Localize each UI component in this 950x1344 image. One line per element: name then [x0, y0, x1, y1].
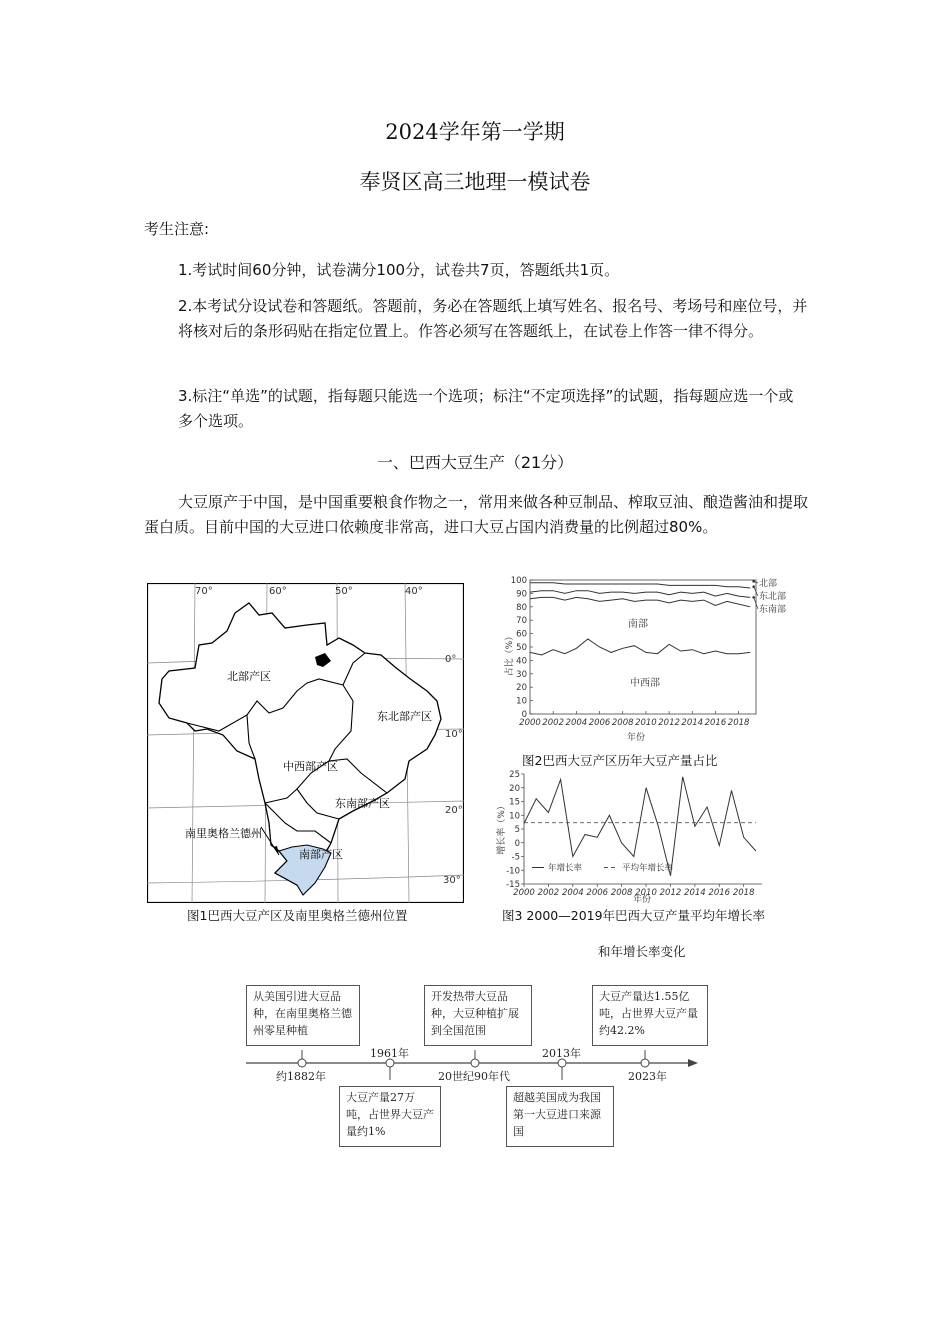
figure2-xtick-label-5: 2010 [635, 718, 657, 728]
figure3-xtick-label-4: 2008 [610, 888, 633, 898]
timeline-label-2023: 2023年 [628, 1070, 667, 1083]
figure3-ytick-label-0: -15 [506, 880, 520, 890]
figure2-xtick-label-9: 2018 [727, 718, 750, 728]
figure3-xlabel: 年份 [632, 895, 652, 904]
timeline-event-2013: 超越美国成为我国第一大豆进口来源国 [506, 1086, 614, 1147]
figure3-xtick-label-6: 2012 [659, 888, 682, 898]
figure3-caption-line2: 和年增长率变化 [598, 944, 686, 959]
figure3-ytick-label-3: 0 [514, 838, 520, 849]
figure2-ytick-label-7: 70 [516, 616, 527, 627]
figure2-ytick-label-8: 80 [516, 602, 527, 613]
figure2-legend-dot-1 [752, 585, 755, 588]
notice-item-1: 1.考试时间60分钟，试卷满分100分，试卷共7页，答题纸共1页。 [178, 261, 620, 279]
lon-label-40: 40° [405, 586, 423, 597]
lat-label-20: 20° [445, 805, 463, 816]
figure2-xtick-label-0: 2000 [519, 718, 541, 728]
figure2-label-south: 南部 [628, 619, 648, 630]
timeline-label-1961: 1961年 [370, 1047, 409, 1060]
figure2-chart [496, 572, 796, 744]
timeline-label-2013: 2013年 [542, 1047, 581, 1060]
figure2-ytick-label-2: 20 [516, 683, 527, 694]
figure1-map [147, 583, 464, 903]
lon-label-60: 60° [269, 586, 287, 597]
figure2-label-centerwest: 中西部 [630, 678, 660, 689]
figure2-xtick-label-1: 2002 [542, 718, 564, 728]
region-southeast: 东南部产区 [335, 797, 390, 810]
notice-item-2: 2.本考试分设试卷和答题纸。答题前，务必在答题纸上填写姓名、报名号、考场号和座位号，并将核对后的条形码贴在指定位置上。作答必须写在答题纸上，在试卷上作答一律不得分。 [178, 297, 808, 340]
timeline-node-1990s [471, 1059, 479, 1067]
figure2-xlabel: 年份 [626, 733, 646, 743]
lon-label-50: 50° [335, 586, 353, 597]
timeline-label-1882: 约1882年 [276, 1070, 326, 1083]
figure1-caption: 图1巴西大豆产区及南里奥格兰德州位置 [187, 908, 408, 923]
figure2-xtick-label-3: 2006 [588, 718, 611, 728]
region-centerwest: 中西部产区 [283, 760, 338, 773]
figure3-xtick-label-1: 2002 [537, 888, 560, 898]
figure3-xtick-label-3: 2006 [586, 888, 609, 898]
figure2-legend-dot-2 [752, 596, 755, 599]
timeline-node-2023 [641, 1059, 649, 1067]
region-northeast: 东北部产区 [377, 710, 432, 723]
notice-item-3: 3.标注“单选”的试题，指每题只能选一个选项；标注“不定项选择”的试题，指每题应选一个或多个选项。 [178, 387, 794, 430]
timeline-event-1990s: 开发热带大豆品种，大豆种植扩展到全国范围 [424, 985, 532, 1046]
lon-label-70: 70° [195, 586, 213, 597]
figure2-ytick-label-5: 50 [516, 643, 527, 653]
figure3-ytick-label-1: -10 [506, 866, 520, 877]
section-intro: 大豆原产于中国，是中国重要粮食作物之一，常用来做各种豆制品、榨取豆油、酿造酱油和提取蛋白质。目前中国的大豆进口依赖度非常高，进口大豆占国内消费量的比例超过80%。 [144, 493, 809, 536]
figure2-xtick-label-6: 2012 [658, 718, 680, 728]
timeline-event-2023: 大豆产量达1.55亿吨，占世界大豆产量约42.2% [592, 985, 708, 1046]
figure3-ytick-label-8: 25 [509, 770, 520, 780]
figure3-xtick-label-5: 2010 [635, 888, 657, 898]
figure3-legend-label-annual: 年增长率 [548, 863, 583, 874]
figure3-xtick-label-8: 2016 [708, 888, 731, 898]
figure2-ytick-label-0: 0 [521, 710, 527, 720]
figure2-ytick-label-4: 40 [516, 656, 527, 667]
lat-label-10: 10° [445, 729, 463, 740]
figure3-xtick-label-0: 2000 [513, 888, 535, 898]
timeline-event-1961: 大豆产量27万吨，占世界大豆产量约1% [339, 1086, 441, 1147]
figure3-ylabel: 增长率（%） [497, 801, 507, 855]
section-title: 一、巴西大豆生产（21分） [376, 453, 574, 472]
figure2-ytick-label-9: 90 [516, 589, 527, 600]
notice-heading: 考生注意: [144, 220, 210, 238]
region-south: 南部产区 [299, 848, 343, 861]
figure2-legend-label-2: 东南部 [759, 605, 787, 615]
figure3-ytick-label-7: 20 [509, 783, 520, 794]
figure2-xtick-label-7: 2014 [681, 718, 704, 728]
figure3-xtick-label-7: 2014 [684, 888, 706, 898]
figure2-xtick-label-8: 2016 [704, 718, 727, 728]
figure2-legend-label-1: 东北部 [759, 592, 787, 602]
state-label: 南里奥格兰德州 [185, 827, 262, 840]
figure3-legend-label-average: 平均年增长率 [622, 863, 674, 874]
figure2-legend-dot-0 [752, 580, 755, 583]
figure2-ytick-label-10: 100 [510, 576, 527, 586]
figure3-series-annual [524, 777, 756, 876]
timeline-event-1882: 从美国引进大豆品种，在南里奥格兰德州零星种植 [246, 985, 360, 1046]
timeline-label-1990s: 20世纪90年代 [438, 1070, 510, 1083]
figure3-caption: 图3 2000—2019年巴西大豆产量平均年增长率 [502, 908, 766, 923]
figure3-xtick-label-2: 2004 [562, 888, 584, 898]
figure2-ytick-label-3: 30 [516, 669, 527, 680]
figure3-ytick-label-4: 5 [514, 825, 520, 835]
figure2-ytick-label-1: 10 [516, 696, 527, 707]
exam-title-term: 2024学年第一学期 [385, 120, 565, 144]
figure2-xtick-label-4: 2008 [611, 718, 634, 728]
figure3-chart [494, 766, 794, 904]
lat-label-0: 0° [445, 654, 457, 665]
figure2-ylabel: 占比（%） [505, 631, 515, 677]
figure3-xtick-label-9: 2018 [732, 888, 755, 898]
figure3-ytick-label-2: -5 [511, 852, 520, 863]
figure2-caption: 图2巴西大豆产区历年大豆产量占比 [522, 753, 718, 768]
figure2-ytick-label-6: 60 [516, 629, 527, 640]
timeline-node-1882 [298, 1059, 306, 1067]
figure3-ytick-label-6: 15 [509, 797, 520, 808]
figure2-legend-label-0: 北部 [759, 579, 778, 589]
lat-label-30: 30° [443, 875, 461, 886]
region-north: 北部产区 [227, 670, 271, 683]
exam-title-name: 奉贤区高三地理一模试卷 [359, 170, 591, 194]
figure2-xtick-label-2: 2004 [565, 718, 588, 728]
figure3-ytick-label-5: 10 [509, 811, 520, 822]
